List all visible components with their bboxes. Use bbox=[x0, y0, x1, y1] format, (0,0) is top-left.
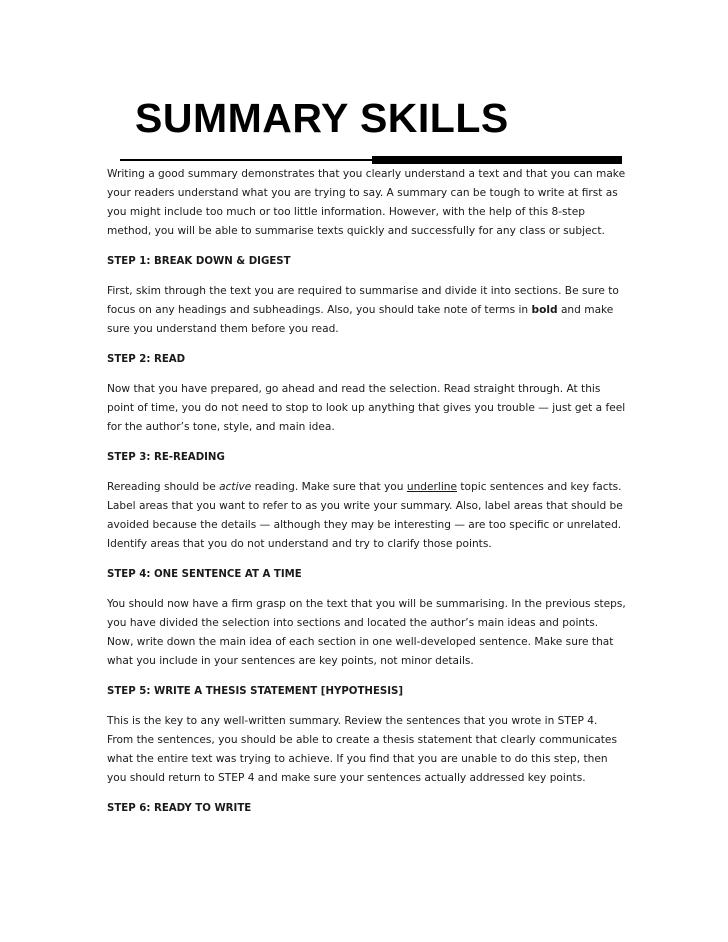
step-3-text-a: Rereading should be bbox=[107, 481, 220, 493]
step-2-heading: STEP 2: READ bbox=[107, 354, 186, 365]
step-3-italic-term: active bbox=[219, 481, 252, 493]
step-3-heading: STEP 3: RE-READING bbox=[107, 452, 225, 463]
step-1-paragraph bbox=[107, 282, 627, 339]
step-5-paragraph: This is the key to any well-written summary. Review the sentences that you wrote in STEP 4. From the sentences, you should be able to create a thesis statement that clearly communicates what the entire text was trying to achieve. If you find that you are unable to do this step, then you should return to STEP 4 and make sure your sentences actually addressed key points. bbox=[107, 715, 617, 784]
step-6-heading: STEP 6: READY TO WRITE bbox=[107, 803, 252, 814]
step-3-underlined-term: underline bbox=[406, 481, 458, 493]
title-rule-thick bbox=[372, 156, 622, 164]
step-5-heading: STEP 5: WRITE A THESIS STATEMENT [HYPOTHESIS] bbox=[107, 686, 404, 697]
page-title: SUMMARY SKILLS bbox=[135, 95, 509, 141]
step-3-text-c: topic sentences and key facts. Label areas that you want to refer to as you write your summary. Also, label areas that should be avoided because the details — although they may be interesting — are too specific or unrelated. Identify areas that you do not understand and try to clarify those points. bbox=[107, 481, 623, 550]
step-1-text-a: First, skim through the text you are required to summarise and divide it into sections. Be sure to focus on any headings and subheadings. Also, you should take note of terms in bbox=[107, 285, 619, 316]
title-rule-thin bbox=[120, 159, 372, 161]
step-4-paragraph: You should now have a firm grasp on the text that you will be summarising. In the previous steps, you have divided the selection into sections and located the author’s main ideas and points. Now, write down the main idea of each section in one well-developed sentence. Make sure that what you include in your sentences are key points, not minor details. bbox=[107, 598, 626, 667]
document-body bbox=[107, 165, 627, 818]
step-2-paragraph: Now that you have prepared, go ahead and read the selection. Read straight through. At this point of time, you do not need to stop to look up anything that gives you trouble — just get a feel for the author’s tone, style, and main idea. bbox=[107, 383, 626, 433]
step-4-heading: STEP 4: ONE SENTENCE AT A TIME bbox=[107, 569, 302, 580]
step-3-paragraph bbox=[107, 478, 627, 554]
step-1-heading: STEP 1: BREAK DOWN & DIGEST bbox=[107, 256, 291, 267]
step-1-text-b: and make sure you understand them before you read. bbox=[107, 304, 614, 335]
step-1-bold-term: bold bbox=[531, 304, 558, 316]
intro-paragraph: Writing a good summary demonstrates that you clearly understand a text and that you can make your readers understand what you are trying to say. A summary can be tough to write at first as you might include too much or too little information. However, with the help of this 8-step method, you will be able to summarise texts quickly and successfully for any class or subject. bbox=[107, 168, 626, 237]
step-3-text-b: reading. Make sure that you bbox=[251, 481, 407, 493]
